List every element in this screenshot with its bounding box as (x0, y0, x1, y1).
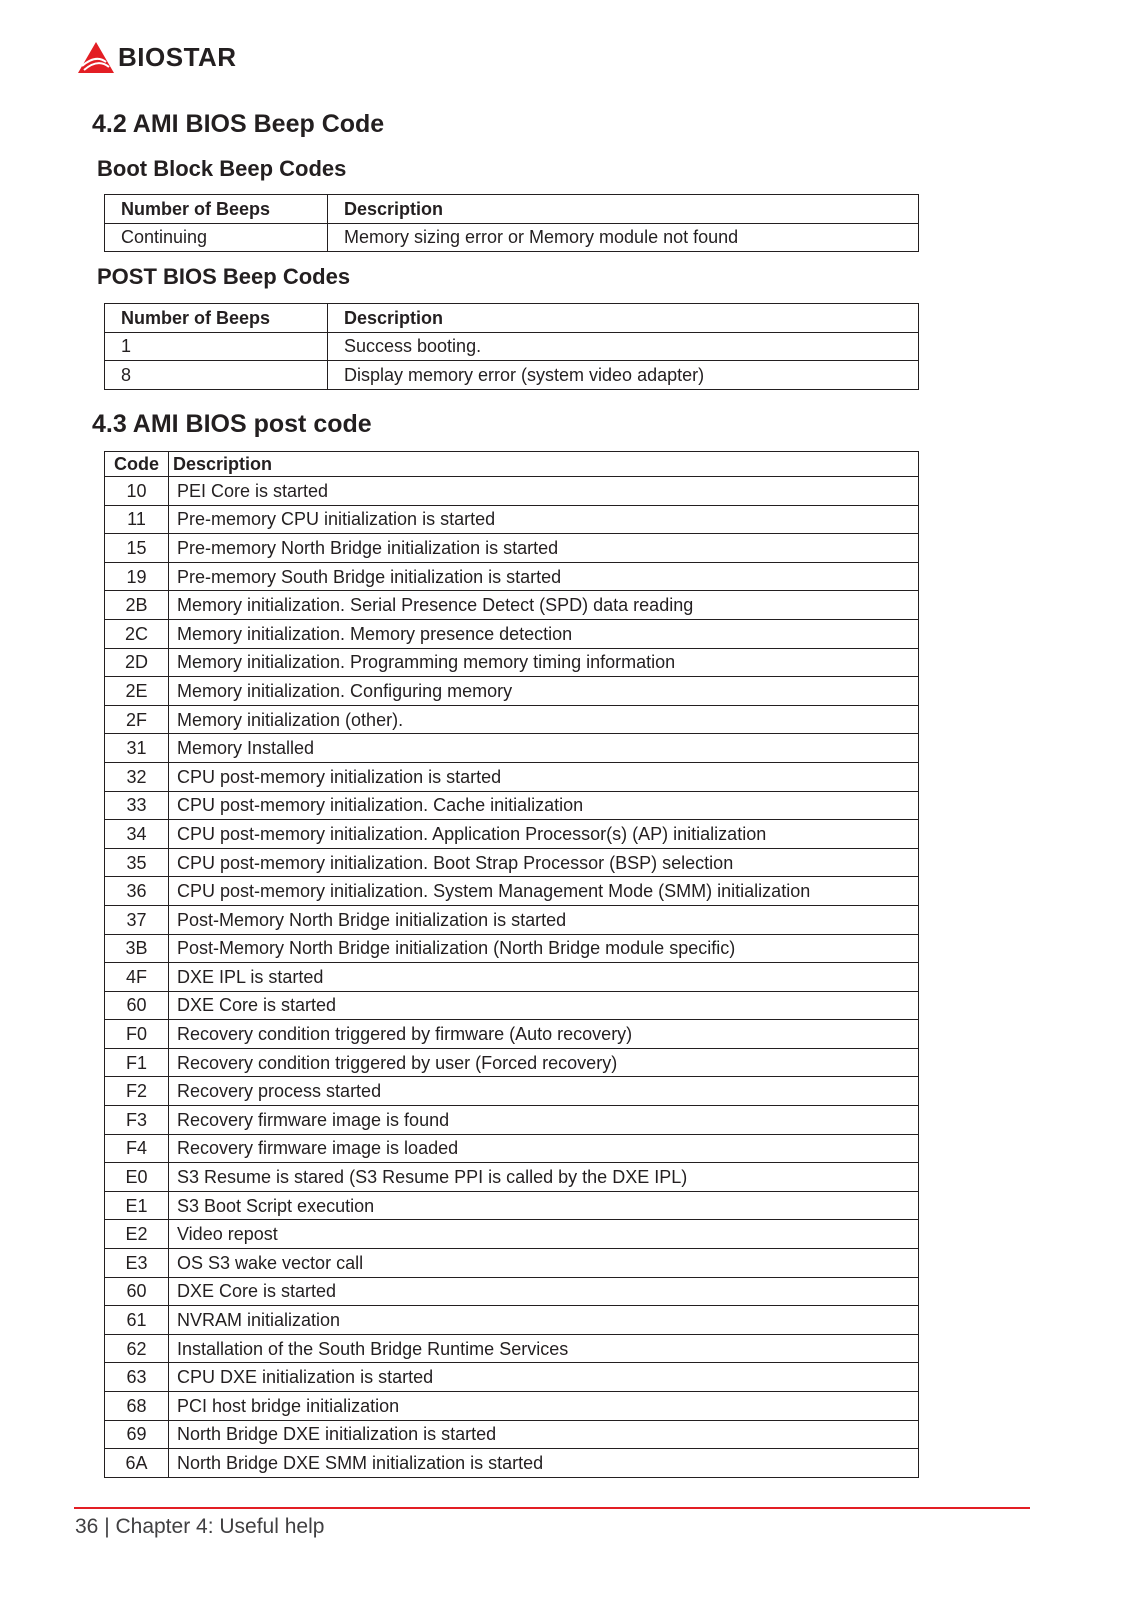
table-row (105, 877, 919, 906)
description-cell: Recovery condition triggered by firmware (Auto recovery) (169, 1020, 919, 1049)
table-row (105, 1249, 919, 1278)
description-cell: CPU post-memory initialization. System Management Mode (SMM) initialization (169, 877, 919, 906)
code-cell: 60 (105, 1277, 169, 1306)
post-beep-title: POST BIOS Beep Codes (97, 264, 351, 289)
description-cell: DXE Core is started (169, 1277, 919, 1306)
table-row (105, 1363, 919, 1392)
table-row (105, 619, 919, 648)
code-cell: 2C (105, 619, 169, 648)
header-cell: Description (328, 195, 919, 224)
table-row (105, 477, 919, 506)
description-cell: DXE IPL is started (169, 963, 919, 992)
table-row (105, 991, 919, 1020)
code-cell: 4F (105, 963, 169, 992)
table-row (105, 677, 919, 706)
code-cell: 2F (105, 705, 169, 734)
description-cell: Recovery firmware image is loaded (169, 1134, 919, 1163)
table-row (105, 1306, 919, 1335)
description-cell: S3 Boot Script execution (169, 1191, 919, 1220)
table-row (105, 848, 919, 877)
header-cell: Description (328, 304, 919, 333)
description-cell: Memory sizing error or Memory module not found (328, 223, 919, 252)
table-row (105, 1277, 919, 1306)
beeps-cell: 8 (105, 361, 328, 390)
table-row (105, 1163, 919, 1192)
code-cell: 2D (105, 648, 169, 677)
table-row (105, 1134, 919, 1163)
description-cell: Pre-memory CPU initialization is started (169, 505, 919, 534)
table-row (105, 223, 919, 252)
table-row (105, 1191, 919, 1220)
code-cell: 37 (105, 905, 169, 934)
code-cell: 62 (105, 1334, 169, 1363)
table-row (105, 905, 919, 934)
description-cell: Memory Installed (169, 734, 919, 763)
code-cell: 11 (105, 505, 169, 534)
table-row (105, 963, 919, 992)
table-row (105, 591, 919, 620)
description-cell: Recovery firmware image is found (169, 1106, 919, 1135)
description-cell: DXE Core is started (169, 991, 919, 1020)
table-row (105, 534, 919, 563)
table-row (105, 734, 919, 763)
code-cell: E3 (105, 1249, 169, 1278)
code-cell: E2 (105, 1220, 169, 1249)
table-row (105, 1077, 919, 1106)
code-cell: 10 (105, 477, 169, 506)
code-cell: 2E (105, 677, 169, 706)
description-cell: Memory initialization. Configuring memory (169, 677, 919, 706)
description-cell: CPU post-memory initialization is started (169, 762, 919, 791)
code-cell: 32 (105, 762, 169, 791)
description-cell: Post-Memory North Bridge initialization is started (169, 905, 919, 934)
description-cell: Recovery condition triggered by user (Forced recovery) (169, 1048, 919, 1077)
code-cell: 3B (105, 934, 169, 963)
table-row (105, 505, 919, 534)
description-cell: Post-Memory North Bridge initialization (North Bridge module specific) (169, 934, 919, 963)
table-row (105, 1220, 919, 1249)
section-title-beep-code: 4.2 AMI BIOS Beep Code (92, 110, 385, 138)
boot-block-table (104, 194, 919, 252)
section-title-post-code: 4.3 AMI BIOS post code (92, 410, 372, 438)
code-cell: 35 (105, 848, 169, 877)
code-cell: 19 (105, 562, 169, 591)
table-row (105, 1048, 919, 1077)
description-cell: North Bridge DXE initialization is started (169, 1420, 919, 1449)
code-cell: 33 (105, 791, 169, 820)
description-cell: Memory initialization (other). (169, 705, 919, 734)
description-cell: Display memory error (system video adapter) (328, 361, 919, 390)
logo-text: BIOSTAR (118, 41, 237, 72)
table-row (105, 1449, 919, 1478)
header-cell: Number of Beeps (105, 304, 328, 333)
code-cell: 31 (105, 734, 169, 763)
description-cell: S3 Resume is stared (S3 Resume PPI is called by the DXE IPL) (169, 1163, 919, 1192)
table-row (105, 1392, 919, 1421)
code-cell: 61 (105, 1306, 169, 1335)
table-row (105, 1106, 919, 1135)
table-row (105, 1020, 919, 1049)
code-cell: 34 (105, 820, 169, 849)
table-row (105, 705, 919, 734)
header-cell: Number of Beeps (105, 195, 328, 224)
description-cell: Installation of the South Bridge Runtime Services (169, 1334, 919, 1363)
description-cell: CPU post-memory initialization. Boot Strap Processor (BSP) selection (169, 848, 919, 877)
code-cell: F3 (105, 1106, 169, 1135)
biostar-triangle-icon (76, 40, 116, 74)
description-cell: Success booting. (328, 332, 919, 361)
table-row (105, 820, 919, 849)
description-cell: Memory initialization. Memory presence detection (169, 619, 919, 648)
code-cell: 6A (105, 1449, 169, 1478)
table-row (105, 562, 919, 591)
description-cell: Recovery process started (169, 1077, 919, 1106)
description-cell: North Bridge DXE SMM initialization is started (169, 1449, 919, 1478)
description-cell: PEI Core is started (169, 477, 919, 506)
table-row (105, 1334, 919, 1363)
table-row (105, 791, 919, 820)
code-cell: F0 (105, 1020, 169, 1049)
post-code-table (104, 451, 919, 1478)
header-cell: Description (169, 452, 919, 477)
post-beep-table (104, 303, 919, 390)
table-header-row (105, 304, 919, 333)
code-cell: 68 (105, 1392, 169, 1421)
code-cell: 36 (105, 877, 169, 906)
table-row (105, 332, 919, 361)
table-header-row (105, 195, 919, 224)
description-cell: Video repost (169, 1220, 919, 1249)
biostar-logo (76, 40, 237, 74)
table-header-row (105, 452, 919, 477)
code-cell: E0 (105, 1163, 169, 1192)
code-cell: 63 (105, 1363, 169, 1392)
beeps-cell: Continuing (105, 223, 328, 252)
description-cell: CPU post-memory initialization. Cache initialization (169, 791, 919, 820)
description-cell: CPU DXE initialization is started (169, 1363, 919, 1392)
beeps-cell: 1 (105, 332, 328, 361)
code-cell: E1 (105, 1191, 169, 1220)
table-row (105, 1420, 919, 1449)
code-cell: 69 (105, 1420, 169, 1449)
table-row (105, 934, 919, 963)
code-cell: F2 (105, 1077, 169, 1106)
description-cell: CPU post-memory initialization. Application Processor(s) (AP) initialization (169, 820, 919, 849)
description-cell: PCI host bridge initialization (169, 1392, 919, 1421)
code-cell: 60 (105, 991, 169, 1020)
code-cell: F1 (105, 1048, 169, 1077)
description-cell: Memory initialization. Programming memory timing information (169, 648, 919, 677)
page-footer: 36 | Chapter 4: Useful help (75, 1515, 325, 1538)
description-cell: Pre-memory North Bridge initialization is started (169, 534, 919, 563)
description-cell: Pre-memory South Bridge initialization is started (169, 562, 919, 591)
table-row (105, 361, 919, 390)
footer-divider (74, 1507, 1030, 1509)
description-cell: NVRAM initialization (169, 1306, 919, 1335)
code-cell: 2B (105, 591, 169, 620)
code-cell: F4 (105, 1134, 169, 1163)
table-row (105, 762, 919, 791)
boot-block-title: Boot Block Beep Codes (97, 156, 347, 181)
description-cell: Memory initialization. Serial Presence Detect (SPD) data reading (169, 591, 919, 620)
description-cell: OS S3 wake vector call (169, 1249, 919, 1278)
code-cell: 15 (105, 534, 169, 563)
table-row (105, 648, 919, 677)
header-cell: Code (105, 452, 169, 477)
